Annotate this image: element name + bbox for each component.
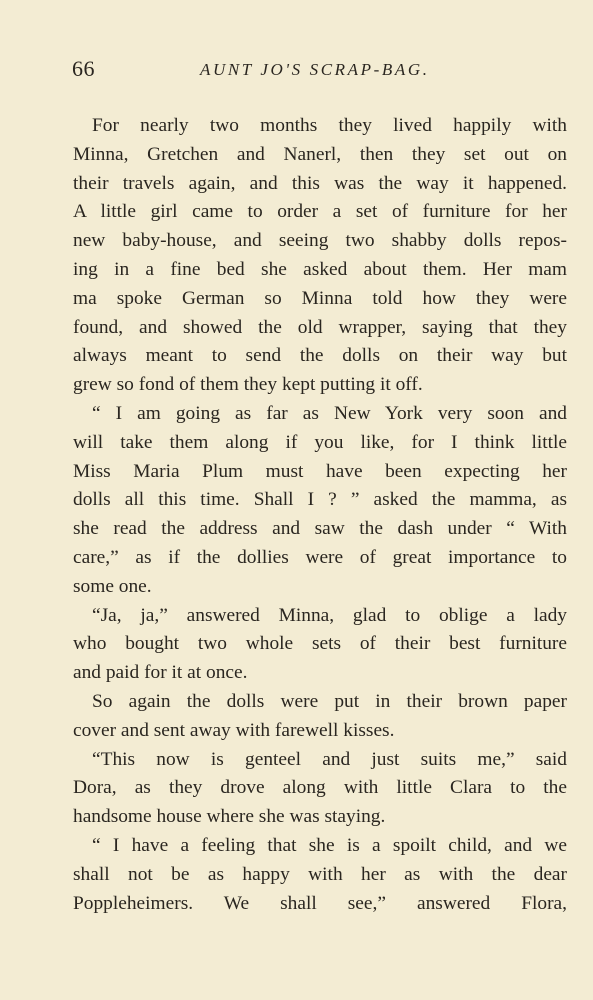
text-line: Miss Maria Plum must have been expecting her xyxy=(73,460,567,482)
page-number: 66 xyxy=(72,56,95,81)
text-line: shall not be as happy with her as with the dear xyxy=(73,863,567,885)
page-header xyxy=(72,56,568,88)
running-title: AUNT JO'S SCRAP-BAG. xyxy=(200,60,430,79)
text-line: found, and showed the old wrapper, saying that they xyxy=(73,316,567,338)
text-line: dolls all this time. Shall I ? ” asked the mamma, as xyxy=(73,489,567,511)
text-line: Poppleheimers. We shall see,” answered Flora, xyxy=(73,892,567,914)
text-line: and paid for it at once. xyxy=(73,662,248,684)
text-line: “Ja, ja,” answered Minna, glad to oblige a lady xyxy=(92,604,567,626)
text-line: A little girl came to order a set of furniture for her xyxy=(73,201,567,223)
text-line: “ I have a feeling that she is a spoilt child, and we xyxy=(92,834,567,856)
text-line: Minna, Gretchen and Nanerl, then they set out on xyxy=(73,143,567,165)
text-line: “This now is genteel and just suits me,” said xyxy=(92,748,567,770)
text-line: ma spoke German so Minna told how they were xyxy=(73,287,567,309)
text-line: “ I am going as far as New York very soon and xyxy=(92,402,567,424)
text-line: will take them along if you like, for I think little xyxy=(73,431,567,453)
text-line: ing in a fine bed she asked about them. Her mam xyxy=(73,258,567,280)
text-line: handsome house where she was staying. xyxy=(73,806,386,828)
text-line: cover and sent away with farewell kisses. xyxy=(73,719,395,741)
text-line: she read the address and saw the dash under “ With xyxy=(73,518,567,540)
text-line: So again the dolls were put in their brown paper xyxy=(92,690,567,712)
text-line: who bought two whole sets of their best furniture xyxy=(73,633,567,655)
text-line: For nearly two months they lived happily with xyxy=(92,115,567,136)
body-text xyxy=(73,112,567,918)
text-line: Dora, as they drove along with little Clara to the xyxy=(73,777,567,799)
text-line: grew so fond of them they kept putting it off. xyxy=(73,374,423,396)
text-line: new baby-house, and seeing two shabby dolls repos- xyxy=(73,230,567,252)
text-line: some one. xyxy=(73,575,152,597)
text-line: always meant to send the dolls on their way but xyxy=(73,345,567,367)
text-line: care,” as if the dollies were of great importance to xyxy=(73,546,567,568)
text-line: their travels again, and this was the way it happened. xyxy=(73,172,567,194)
